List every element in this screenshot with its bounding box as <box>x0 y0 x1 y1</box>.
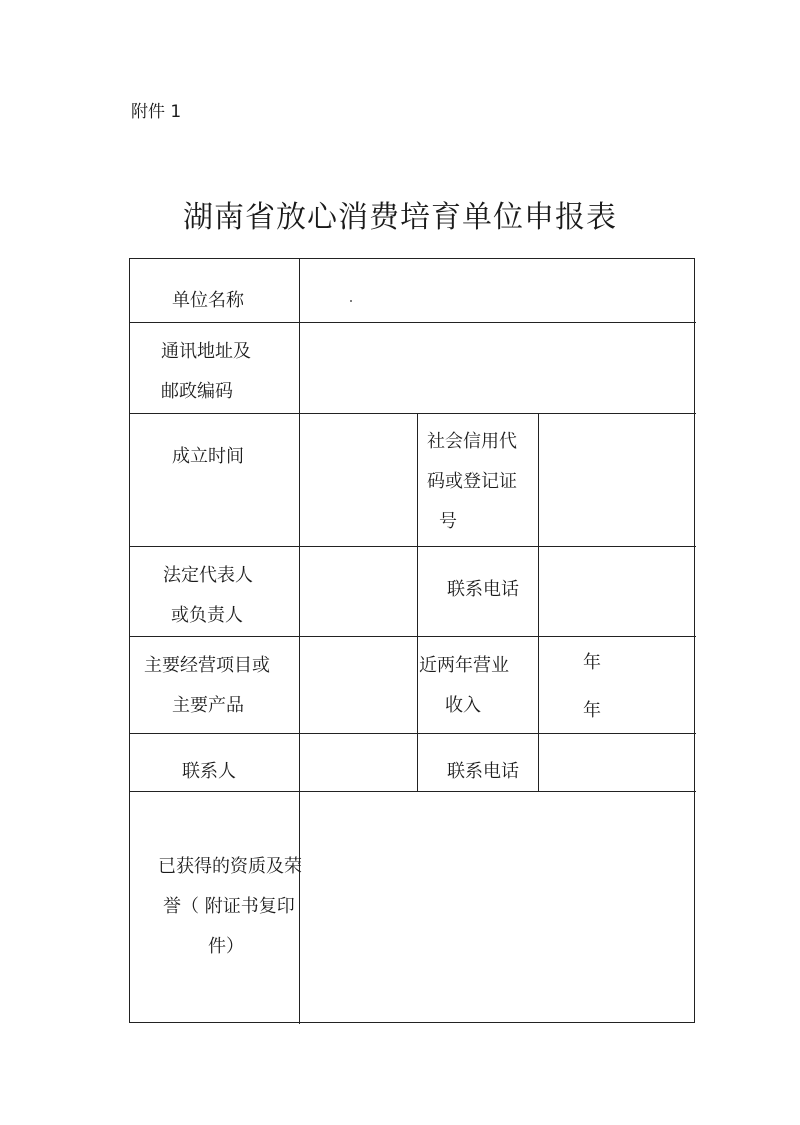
year-label-1: 年 <box>583 652 601 673</box>
scan-speck <box>350 300 352 302</box>
phone-label-2: 联系电话 <box>447 761 519 782</box>
credit-code-label: 社会信用代 码或登记证 号 <box>427 431 517 532</box>
attachment-label: 附件 1 <box>131 102 182 122</box>
form-title: 湖南省放心消费培育单位申报表 <box>183 200 617 235</box>
founded-label: 成立时间 <box>172 446 244 467</box>
row-divider <box>130 636 696 637</box>
contact-label: 联系人 <box>182 761 236 782</box>
row-divider <box>130 322 696 323</box>
phone-label: 联系电话 <box>447 579 519 600</box>
unit-name-label: 单位名称 <box>172 290 244 311</box>
legal-rep-label: 法定代表人 或负责人 <box>163 565 253 626</box>
honors-label: 已获得的资质及荣 誉（ 附证书复印 件） <box>158 856 302 957</box>
col-divider <box>538 413 539 791</box>
application-form <box>129 258 695 1023</box>
row-divider <box>130 733 696 734</box>
col-divider <box>417 413 418 791</box>
year-label-2: 年 <box>583 700 601 721</box>
revenue-label: 近两年营业 收入 <box>419 655 509 716</box>
address-label: 通讯地址及 邮政编码 <box>161 341 251 402</box>
row-divider <box>130 413 696 414</box>
business-label: 主要经营项目或 主要产品 <box>144 655 270 716</box>
row-divider <box>130 546 696 547</box>
